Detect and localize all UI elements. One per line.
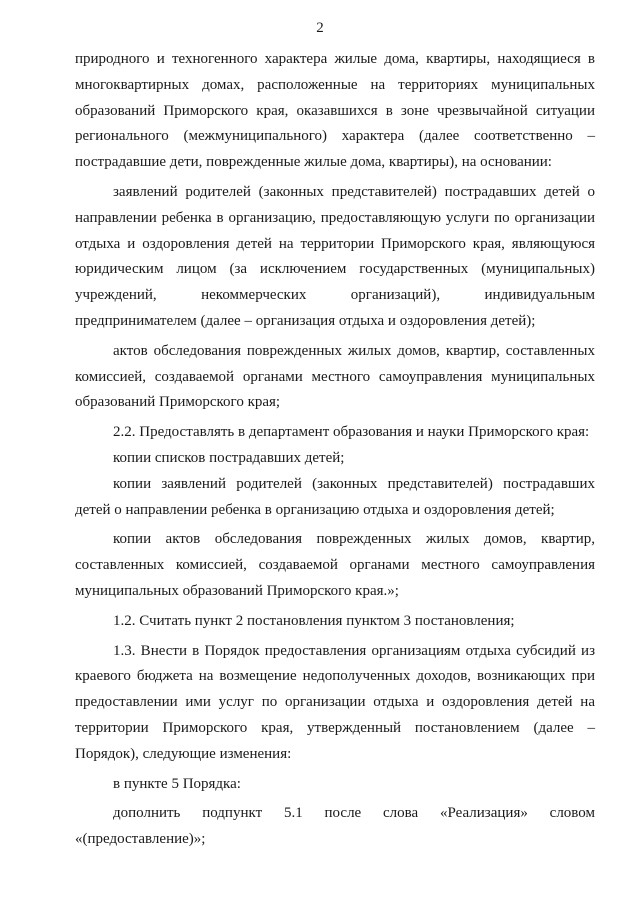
paragraph-item-1-3: 1.3. Внести в Порядок предоставления организациям отдыха субсидий из краевого бюджета на возмещение недополученных доходов, возникающих при предоставлении ими услуг по организации отдыха и оздоровления детей на территории Приморского края, утвержденный постановлением (далее – Порядок), следующие изменения: (75, 642, 595, 762)
paragraph-act-copies: копии актов обследования поврежденных жилых домов, квартир, составленных комиссией, создаваемой органами местного самоуправления муниципальных образований Приморского края.»; (75, 531, 595, 599)
paragraph-parent-applications: заявлений родителей (законных представителей) пострадавших детей о направлении ребенка в организацию, предоставляющую услуги по организации отдыха и оздоровления детей на территории Приморского края, являющуюся юридическим лицом (за исключением государственных (муниципальных) учреждений, некоммерческих организаций), индивидуальным предпринимателем (далее – организация отдыха и оздоровления детей); (75, 183, 595, 329)
paragraph-item-1-2: 1.2. Считать пункт 2 постановления пунктом 3 постановления; (113, 612, 515, 629)
paragraph-clause-5: в пункте 5 Порядка: (113, 775, 241, 792)
paragraph-children-lists: копии списков пострадавших детей; (113, 449, 345, 466)
paragraph-inspection-acts: актов обследования поврежденных жилых домов, квартир, составленных комиссией, создаваемой органами местного самоуправления муниципальных образований Приморского края; (75, 342, 595, 411)
paragraph-intro-continuation: природного и техногенного характера жилые дома, квартиры, находящиеся в многоквартирных домах, расположенные на территориях муниципальных образований Приморского края, оказавшихся в зоне чрезвычайной ситуации регионального (межмуниципального) характера (далее соответственно – пострадавшие дети, поврежденные жилые дома, квартиры), на основании: (75, 51, 595, 171)
paragraph-application-copies: копии заявлений родителей (законных представителей) пострадавших детей о направлении ребенка в организацию отдыха и оздоровления детей; (75, 475, 595, 518)
paragraph-subclause-5-1: дополнить подпункт 5.1 после слова «Реализация» словом «(предоставление)»; (75, 805, 595, 848)
document-body (75, 47, 595, 853)
page-number: 2 (316, 20, 324, 36)
paragraph-item-2-2: 2.2. Предоставлять в департамент образования и науки Приморского края: (113, 424, 590, 441)
